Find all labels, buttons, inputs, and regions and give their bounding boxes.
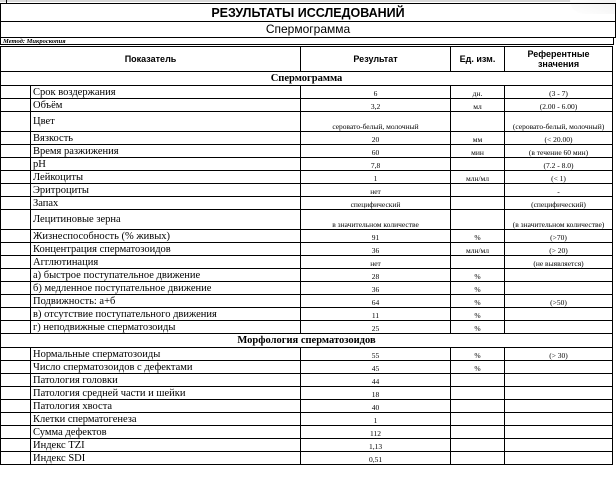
table-row <box>1 426 613 439</box>
section-title: Морфология сперматозоидов <box>1 334 613 348</box>
indicator-name: Клетки сперматогенеза <box>31 413 301 426</box>
indicator-name: Концентрация сперматозоидов <box>31 243 301 256</box>
unit-value <box>451 210 505 230</box>
table-row <box>1 184 613 197</box>
indicator-name: Нормальные сперматозоиды <box>31 348 301 361</box>
reference-value <box>505 374 613 387</box>
table-row <box>1 308 613 321</box>
indicator-name: Запах <box>31 197 301 210</box>
result-value: 45 <box>301 361 451 374</box>
result-value: 28 <box>301 269 451 282</box>
result-value: 1,13 <box>301 439 451 452</box>
reference-value: (не выявляется) <box>505 256 613 269</box>
reference-value <box>505 452 613 465</box>
table-row <box>1 413 613 426</box>
reference-value: (в значительном количестве) <box>505 210 613 230</box>
table-row <box>1 387 613 400</box>
result-value: 40 <box>301 400 451 413</box>
result-value: нет <box>301 184 451 197</box>
section-header-row <box>1 334 613 348</box>
row-marker-cell <box>1 400 31 413</box>
unit-value <box>451 374 505 387</box>
row-marker-cell <box>1 308 31 321</box>
indicator-name: Объём <box>31 99 301 112</box>
table-row <box>1 269 613 282</box>
row-marker-cell <box>1 184 31 197</box>
unit-value <box>451 158 505 171</box>
row-marker-cell <box>1 197 31 210</box>
row-marker-cell <box>1 86 31 99</box>
table-header-row <box>1 47 613 72</box>
reference-value: (> 30) <box>505 348 613 361</box>
row-marker-cell <box>1 99 31 112</box>
row-marker-cell <box>1 374 31 387</box>
table-row <box>1 171 613 184</box>
result-value: 60 <box>301 145 451 158</box>
reference-value <box>505 387 613 400</box>
indicator-name: а) быстрое поступательное движение <box>31 269 301 282</box>
row-marker-cell <box>1 295 31 308</box>
unit-value <box>451 112 505 132</box>
table-row <box>1 132 613 145</box>
row-marker-cell <box>1 158 31 171</box>
reference-value <box>505 269 613 282</box>
unit-value <box>451 452 505 465</box>
row-marker-cell <box>1 452 31 465</box>
result-value: 20 <box>301 132 451 145</box>
unit-value: % <box>451 282 505 295</box>
row-marker-cell <box>1 256 31 269</box>
row-marker-cell <box>1 269 31 282</box>
section-header-row <box>1 72 613 86</box>
table-row <box>1 348 613 361</box>
unit-value: мм <box>451 132 505 145</box>
table-row <box>1 321 613 334</box>
table-row <box>1 197 613 210</box>
reference-value <box>505 361 613 374</box>
reference-value <box>505 282 613 295</box>
indicator-name: Сумма дефектов <box>31 426 301 439</box>
table-row <box>1 145 613 158</box>
row-marker-cell <box>1 171 31 184</box>
unit-value: % <box>451 348 505 361</box>
result-value: 44 <box>301 374 451 387</box>
table-row <box>1 439 613 452</box>
indicator-name: Срок воздержания <box>31 86 301 99</box>
unit-value: мин <box>451 145 505 158</box>
table-row <box>1 210 613 230</box>
unit-value: % <box>451 295 505 308</box>
row-marker-cell <box>1 413 31 426</box>
unit-value <box>451 184 505 197</box>
result-value: 55 <box>301 348 451 361</box>
result-value: 36 <box>301 243 451 256</box>
result-value: 7,8 <box>301 158 451 171</box>
indicator-name: Цвет <box>31 112 301 132</box>
indicator-name: Агглютинация <box>31 256 301 269</box>
unit-value <box>451 197 505 210</box>
unit-value <box>451 400 505 413</box>
result-value: 112 <box>301 426 451 439</box>
table-row <box>1 374 613 387</box>
column-header-reference: Референтные значения <box>505 47 613 72</box>
reference-value: (> 20) <box>505 243 613 256</box>
reference-value: (серовато-белый, молочный) <box>505 112 613 132</box>
unit-value: % <box>451 321 505 334</box>
row-marker-cell <box>1 348 31 361</box>
reference-value: (в течение 60 мин) <box>505 145 613 158</box>
result-value: в значительном количестве <box>301 210 451 230</box>
reference-value <box>505 321 613 334</box>
reference-value <box>505 308 613 321</box>
indicator-name: в) отсутствие поступательного движения <box>31 308 301 321</box>
result-value: 3,2 <box>301 99 451 112</box>
indicator-name: б) медленное поступательное движение <box>31 282 301 295</box>
section-title: Спермограмма <box>1 72 613 86</box>
result-value: 18 <box>301 387 451 400</box>
unit-value <box>451 426 505 439</box>
indicator-name: Эритроциты <box>31 184 301 197</box>
indicator-name: Подвижность: а+б <box>31 295 301 308</box>
result-value: 25 <box>301 321 451 334</box>
row-marker-cell <box>1 243 31 256</box>
result-value: 36 <box>301 282 451 295</box>
row-marker-cell <box>1 321 31 334</box>
unit-value: % <box>451 269 505 282</box>
row-marker-cell <box>1 387 31 400</box>
unit-value <box>451 439 505 452</box>
unit-value: мл <box>451 99 505 112</box>
unit-value <box>451 413 505 426</box>
table-row <box>1 112 613 132</box>
table-body <box>1 72 613 465</box>
reference-value <box>505 413 613 426</box>
row-marker-cell <box>1 145 31 158</box>
reference-value: (2.00 - 6.00) <box>505 99 613 112</box>
row-marker-cell <box>1 426 31 439</box>
reference-value: (специфический) <box>505 197 613 210</box>
indicator-name: Лейкоциты <box>31 171 301 184</box>
table-row <box>1 99 613 112</box>
table-row <box>1 158 613 171</box>
method-label: Метод: Микроскопия <box>0 38 614 45</box>
row-marker-cell <box>1 439 31 452</box>
column-header-unit: Ед. изм. <box>451 47 505 72</box>
table-row <box>1 256 613 269</box>
report-subtitle: Спермограмма <box>0 21 616 38</box>
reference-value: (>70) <box>505 230 613 243</box>
unit-value <box>451 256 505 269</box>
row-marker-cell <box>1 210 31 230</box>
indicator-name: Жизнеспособность (% живых) <box>31 230 301 243</box>
top-edge-line <box>0 0 616 2</box>
result-value: серовато-белый, молочный <box>301 112 451 132</box>
unit-value: дн. <box>451 86 505 99</box>
result-value: 1 <box>301 413 451 426</box>
result-value: специфический <box>301 197 451 210</box>
indicator-name: Лецитиновые зерна <box>31 210 301 230</box>
indicator-name: Время разжижения <box>31 145 301 158</box>
indicator-name: Вязкость <box>31 132 301 145</box>
reference-value: - <box>505 184 613 197</box>
reference-value <box>505 426 613 439</box>
result-value: 64 <box>301 295 451 308</box>
report-title: РЕЗУЛЬТАТЫ ИССЛЕДОВАНИЙ <box>0 3 616 22</box>
results-table <box>0 46 613 465</box>
column-header-indicator: Показатель <box>1 47 301 72</box>
result-value: 1 <box>301 171 451 184</box>
result-value: 91 <box>301 230 451 243</box>
row-marker-cell <box>1 361 31 374</box>
table-row <box>1 295 613 308</box>
unit-value: % <box>451 361 505 374</box>
unit-value: млн/мл <box>451 243 505 256</box>
table-row <box>1 452 613 465</box>
row-marker-cell <box>1 132 31 145</box>
indicator-name: г) неподвижные сперматозоиды <box>31 321 301 334</box>
unit-value: % <box>451 230 505 243</box>
row-marker-cell <box>1 112 31 132</box>
table-row <box>1 243 613 256</box>
table-row <box>1 230 613 243</box>
unit-value: млн/мл <box>451 171 505 184</box>
indicator-name: Патология средней части и шейки <box>31 387 301 400</box>
reference-value: (< 20.00) <box>505 132 613 145</box>
reference-value: (< 1) <box>505 171 613 184</box>
reference-value: (7.2 - 8.0) <box>505 158 613 171</box>
table-row <box>1 361 613 374</box>
unit-value: % <box>451 308 505 321</box>
reference-value <box>505 400 613 413</box>
table-row <box>1 400 613 413</box>
indicator-name: Патология хвоста <box>31 400 301 413</box>
indicator-name: Индекс SDI <box>31 452 301 465</box>
result-value: 0,51 <box>301 452 451 465</box>
result-value: нет <box>301 256 451 269</box>
indicator-name: pH <box>31 158 301 171</box>
reference-value <box>505 439 613 452</box>
indicator-name: Индекс TZI <box>31 439 301 452</box>
result-value: 11 <box>301 308 451 321</box>
table-row <box>1 282 613 295</box>
indicator-name: Число сперматозоидов с дефектами <box>31 361 301 374</box>
reference-value: (>50) <box>505 295 613 308</box>
unit-value <box>451 387 505 400</box>
row-marker-cell <box>1 230 31 243</box>
reference-value: (3 - 7) <box>505 86 613 99</box>
indicator-name: Патология головки <box>31 374 301 387</box>
result-value: 6 <box>301 86 451 99</box>
row-marker-cell <box>1 282 31 295</box>
table-row <box>1 86 613 99</box>
column-header-result: Результат <box>301 47 451 72</box>
